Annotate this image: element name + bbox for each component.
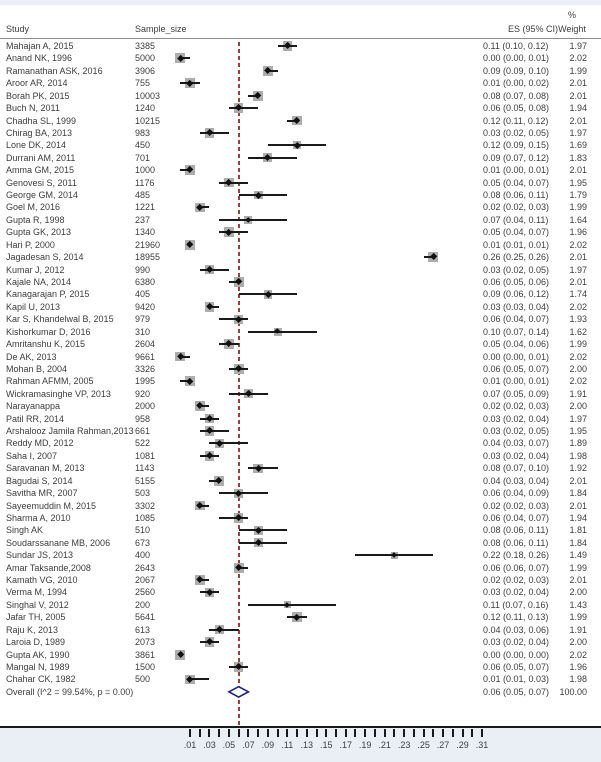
x-axis-tick xyxy=(316,729,318,737)
x-axis-tick xyxy=(189,729,191,737)
weight-value: 2.01 xyxy=(569,276,587,287)
x-axis-tick xyxy=(286,729,288,737)
sample-size-value: 503 xyxy=(135,488,151,499)
weight-value: 1.74 xyxy=(569,289,587,300)
sample-size-value: 5641 xyxy=(135,612,156,623)
x-axis-tick xyxy=(364,729,366,737)
study-name: Chadha SL, 1999 xyxy=(6,115,77,126)
x-axis-tick xyxy=(277,729,279,737)
weight-value: 1.81 xyxy=(569,525,587,536)
study-name: Savitha MR, 2007 xyxy=(6,488,78,499)
confidence-interval-line xyxy=(219,219,287,221)
study-name: Hari P, 2000 xyxy=(6,239,55,250)
sample-size-value: 1143 xyxy=(135,463,155,474)
study-name: Jagadesan S, 2014 xyxy=(6,252,84,263)
es-ci-value: 0.00 (0.00, 0.00) xyxy=(483,649,550,660)
study-name: Amma GM, 2015 xyxy=(6,165,75,176)
sample-size-value: 1000 xyxy=(135,165,156,176)
weight-value: 2.01 xyxy=(569,165,587,176)
es-ci-value: 0.04 (0.03, 0.04) xyxy=(483,475,550,486)
confidence-interval-line xyxy=(248,604,336,606)
es-ci-value: 0.09 (0.07, 0.12) xyxy=(483,152,550,163)
x-axis-tick xyxy=(208,729,210,737)
es-ci-value: 0.12 (0.11, 0.13) xyxy=(483,612,549,623)
x-axis-tick xyxy=(452,729,454,737)
column-header-weight: Weight xyxy=(558,24,586,34)
x-axis-tick xyxy=(462,729,464,737)
confidence-interval-line xyxy=(239,529,288,531)
es-ci-value: 0.04 (0.03, 0.07) xyxy=(483,438,550,449)
es-ci-value: 0.11 (0.07, 0.16) xyxy=(483,599,549,610)
es-ci-value: 0.03 (0.02, 0.04) xyxy=(483,637,550,648)
sample-size-value: 3302 xyxy=(135,500,156,511)
sample-size-value: 200 xyxy=(135,599,151,610)
study-name: Gupta AK, 1990 xyxy=(6,649,70,660)
weight-value: 1.95 xyxy=(569,426,587,437)
es-ci-value: 0.07 (0.04, 0.11) xyxy=(483,214,549,225)
weight-value: 1.94 xyxy=(569,512,587,523)
x-axis-tick xyxy=(267,729,269,737)
weight-value: 1.94 xyxy=(569,103,587,114)
study-name: Wickramasinghe VP, 2013 xyxy=(6,388,111,399)
study-name: Kamath VG, 2010 xyxy=(6,575,78,586)
sample-size-value: 450 xyxy=(135,140,151,151)
study-name: Kapil U, 2013 xyxy=(6,301,61,312)
es-ci-value: 0.03 (0.02, 0.04) xyxy=(483,450,550,461)
es-ci-value: 0.02 (0.02, 0.03) xyxy=(483,401,550,412)
weight-value: 2.01 xyxy=(569,575,587,586)
sample-size-value: 10003 xyxy=(135,90,161,101)
x-axis-tick-label: .23 xyxy=(397,740,411,750)
x-axis-tick-label: .09 xyxy=(261,740,275,750)
study-name: Verma M, 1994 xyxy=(6,587,68,598)
sample-size-value: 1240 xyxy=(135,103,156,114)
es-ci-value: 0.06 (0.04, 0.09) xyxy=(483,488,550,499)
es-ci-value: 0.08 (0.07, 0.08) xyxy=(483,90,550,101)
sample-size-value: 310 xyxy=(135,326,151,337)
x-axis-tick-label: .07 xyxy=(242,740,255,750)
x-axis-tick xyxy=(354,729,356,737)
study-name: Gupta GK, 2013 xyxy=(6,227,72,238)
weight-value: 1.97 xyxy=(569,127,587,138)
weight-value: 1.89 xyxy=(569,438,587,449)
weight-value: 1.84 xyxy=(569,488,587,499)
es-ci-value: 0.04 (0.03, 0.06) xyxy=(483,624,550,635)
sample-size-value: 9661 xyxy=(135,351,156,362)
confidence-interval-line xyxy=(229,107,258,109)
sample-size-value: 485 xyxy=(135,190,151,201)
x-axis-tick xyxy=(296,729,298,737)
sample-size-value: 2604 xyxy=(135,339,156,350)
study-name: Mohan B, 2004 xyxy=(6,363,68,374)
sample-size-value: 1340 xyxy=(135,227,156,238)
sample-size-value: 3385 xyxy=(135,41,156,51)
es-ci-value: 0.06 (0.05, 0.07) xyxy=(483,363,550,374)
x-axis-tick xyxy=(238,729,240,737)
study-name: Arshalooz Jamila Rahman,2013 xyxy=(6,426,134,437)
es-ci-value: 0.03 (0.02, 0.05) xyxy=(483,264,550,275)
sample-size-value: 990 xyxy=(135,264,151,275)
es-ci-value: 0.06 (0.06, 0.07) xyxy=(483,562,550,573)
es-ci-value: 0.02 (0.02, 0.03) xyxy=(483,500,550,511)
study-name: Ramanathan ASK, 2016 xyxy=(6,65,103,76)
weight-value: 1.98 xyxy=(569,450,587,461)
sample-size-value: 2067 xyxy=(135,575,156,586)
weight-value: 2.00 xyxy=(569,401,587,412)
x-axis-tick-label: .19 xyxy=(358,740,372,750)
es-ci-value: 0.00 (0.00, 0.01) xyxy=(483,351,550,362)
study-name: De AK, 2013 xyxy=(6,351,57,362)
weight-value: 1.43 xyxy=(569,599,587,610)
study-name: Chahar CK, 1982 xyxy=(6,674,76,685)
x-axis-tick xyxy=(257,729,259,737)
sample-size-value: 400 xyxy=(135,550,151,561)
study-name: Sayeemuddin M, 2015 xyxy=(6,500,97,511)
sample-size-value: 673 xyxy=(135,537,151,548)
es-ci-value: 0.05 (0.04, 0.07) xyxy=(483,177,550,188)
weight-value: 2.01 xyxy=(569,115,587,126)
confidence-interval-line xyxy=(248,331,316,333)
es-ci-value: 0.08 (0.07, 0.10) xyxy=(483,463,550,474)
es-ci-value: 0.22 (0.18, 0.26) xyxy=(483,550,550,561)
overall-label: Overall (I^2 = 99.54%, p = 0.00) xyxy=(6,686,134,697)
sample-size-value: 405 xyxy=(135,289,151,300)
weight-value: 1.99 xyxy=(569,202,587,213)
study-name: Saravanan M, 2013 xyxy=(6,463,85,474)
weight-value: 2.01 xyxy=(569,90,587,101)
sample-size-value: 5000 xyxy=(135,53,156,64)
study-name: Kajale NA, 2014 xyxy=(6,276,72,287)
confidence-interval-line xyxy=(248,157,297,159)
weight-value: 2.02 xyxy=(569,376,587,387)
study-name: Sharma A, 2010 xyxy=(6,512,71,523)
sample-size-value: 920 xyxy=(135,388,151,399)
sample-size-value: 522 xyxy=(135,438,151,449)
x-axis-tick-label: .13 xyxy=(300,740,314,750)
x-axis-tick xyxy=(199,729,201,737)
weight-value: 1.69 xyxy=(569,140,587,151)
study-name: Aroor AR, 2014 xyxy=(6,78,68,89)
weight-value: 1.91 xyxy=(569,388,587,399)
study-name: Chirag BA, 2013 xyxy=(6,127,73,138)
es-ci-value: 0.06 (0.04, 0.07) xyxy=(483,512,550,523)
confidence-interval-line xyxy=(239,194,288,196)
study-name: Saha I, 2007 xyxy=(6,450,58,461)
x-axis-tick xyxy=(481,729,483,737)
overall-estimate-reference-line xyxy=(238,42,240,725)
weight-value: 2.02 xyxy=(569,301,587,312)
weight-value: 2.01 xyxy=(569,252,587,263)
es-ci-value: 0.08 (0.06, 0.11) xyxy=(483,537,549,548)
sample-size-value: 613 xyxy=(135,624,151,635)
es-ci-value: 0.12 (0.09, 0.15) xyxy=(483,140,550,151)
sample-size-value: 1085 xyxy=(135,512,156,523)
x-axis-tick xyxy=(345,729,347,737)
header-divider-line xyxy=(0,38,601,39)
confidence-interval-line xyxy=(209,629,238,631)
es-ci-value: 0.01 (0.01, 0.03) xyxy=(483,674,550,685)
es-ci-value: 0.00 (0.00, 0.01) xyxy=(483,53,550,64)
sample-size-value: 2073 xyxy=(135,637,156,648)
x-axis-tick xyxy=(442,729,444,737)
study-name: Borah PK, 2015 xyxy=(6,90,70,101)
x-axis-tick-label: .21 xyxy=(378,740,391,750)
weight-value: 1.97 xyxy=(569,264,587,275)
sample-size-value: 979 xyxy=(135,314,151,325)
study-name: Mangal N, 1989 xyxy=(6,662,70,672)
sample-size-value: 5155 xyxy=(135,475,156,486)
study-name: Laroia D, 1989 xyxy=(6,637,66,648)
es-ci-value: 0.01 (0.00, 0.01) xyxy=(483,165,550,176)
sample-size-value: 6380 xyxy=(135,276,156,287)
column-header-sample-size: Sample_size xyxy=(135,24,187,34)
es-ci-value: 0.05 (0.04, 0.07) xyxy=(483,227,550,238)
sample-size-value: 1500 xyxy=(135,662,156,672)
sample-size-value: 983 xyxy=(135,127,151,138)
column-header-percent: % xyxy=(567,10,576,20)
sample-size-value: 1221 xyxy=(135,202,156,213)
x-axis-line xyxy=(0,726,601,728)
weight-value: 2.02 xyxy=(569,239,587,250)
x-axis-tick-label: .29 xyxy=(456,740,469,750)
es-ci-value: 0.03 (0.02, 0.05) xyxy=(483,127,550,138)
weight-value: 1.83 xyxy=(569,152,587,163)
sample-size-value: 701 xyxy=(135,152,151,163)
weight-value: 1.97 xyxy=(569,413,587,424)
confidence-interval-line xyxy=(200,269,229,271)
study-name: Reddy MD, 2012 xyxy=(6,438,74,449)
x-axis-tick-label: .03 xyxy=(203,740,216,750)
weight-value: 2.01 xyxy=(569,475,587,486)
study-name: Kanagarajan P, 2015 xyxy=(6,289,90,300)
study-name: Buch N, 2011 xyxy=(6,103,60,114)
sample-size-value: 1995 xyxy=(135,376,156,387)
weight-value: 1.97 xyxy=(569,41,587,51)
x-axis-tick-label: .01 xyxy=(183,740,197,750)
overall-es-ci-value: 0.06 (0.05, 0.07) xyxy=(483,686,550,697)
weight-value: 2.01 xyxy=(569,78,587,89)
study-name: Mahajan A, 2015 xyxy=(6,41,74,51)
sample-size-value: 2560 xyxy=(135,587,156,598)
es-ci-value: 0.08 (0.06, 0.11) xyxy=(483,525,549,536)
confidence-interval-line xyxy=(239,542,288,544)
study-name: Narayanappa xyxy=(6,401,61,412)
x-axis-tick xyxy=(432,729,434,737)
es-ci-value: 0.01 (0.00, 0.01) xyxy=(483,376,550,387)
es-ci-value: 0.03 (0.02, 0.05) xyxy=(483,426,550,437)
sample-size-value: 3906 xyxy=(135,65,156,76)
es-ci-value: 0.11 (0.10, 0.12) xyxy=(483,41,549,51)
weight-value: 2.00 xyxy=(569,637,587,648)
es-ci-value: 0.12 (0.11, 0.12) xyxy=(483,115,549,126)
weight-value: 2.02 xyxy=(569,53,587,64)
x-axis-tick xyxy=(228,729,230,737)
study-name: Bagudai S, 2014 xyxy=(6,475,73,486)
x-axis-tick xyxy=(384,729,386,737)
weight-value: 1.96 xyxy=(569,227,587,238)
es-ci-value: 0.01 (0.00, 0.02) xyxy=(483,78,550,89)
weight-value: 1.93 xyxy=(569,314,587,325)
weight-value: 1.62 xyxy=(569,326,587,337)
study-name: Singhal V, 2012 xyxy=(6,599,69,610)
overall-weight-value: 100.00 xyxy=(559,686,587,697)
sample-size-value: 3326 xyxy=(135,363,156,374)
study-name: Kishorkumar D, 2016 xyxy=(6,326,91,337)
sample-size-value: 1081 xyxy=(135,450,156,461)
weight-value: 1.95 xyxy=(569,177,587,188)
weight-value: 1.84 xyxy=(569,537,587,548)
sample-size-value: 237 xyxy=(135,214,151,225)
es-ci-value: 0.06 (0.05, 0.07) xyxy=(483,662,550,672)
weight-value: 2.02 xyxy=(569,649,587,660)
study-name: Gupta R, 1998 xyxy=(6,214,65,225)
weight-value: 1.99 xyxy=(569,339,587,350)
sample-size-value: 10215 xyxy=(135,115,161,126)
x-axis-tick xyxy=(413,729,415,737)
x-axis-tick-label: .31 xyxy=(475,740,489,750)
es-ci-value: 0.03 (0.02, 0.04) xyxy=(483,587,550,598)
es-ci-value: 0.09 (0.06, 0.12) xyxy=(483,289,550,300)
weight-value: 1.96 xyxy=(569,662,587,672)
x-axis-tick-label: .25 xyxy=(417,740,430,750)
study-name: Goel M, 2016 xyxy=(6,202,61,213)
study-name: Jafar TH, 2005 xyxy=(6,612,66,623)
x-axis-tick xyxy=(218,729,220,737)
study-name: Genovesi S, 2011 xyxy=(6,177,77,188)
weight-value: 2.00 xyxy=(569,363,587,374)
sample-size-value: 18955 xyxy=(135,252,161,263)
weight-value: 1.91 xyxy=(569,624,587,635)
column-header-es-ci: ES (95% CI) xyxy=(507,24,558,34)
weight-value: 1.49 xyxy=(569,550,587,561)
confidence-interval-line xyxy=(219,182,248,184)
x-axis-tick xyxy=(374,729,376,737)
x-axis-tick xyxy=(423,729,425,737)
sample-size-value: 500 xyxy=(135,674,151,685)
study-name: Singh AK xyxy=(6,525,44,536)
es-ci-value: 0.02 (0.02, 0.03) xyxy=(483,575,550,586)
sample-size-value: 661 xyxy=(135,426,151,437)
study-name: Lone DK, 2014 xyxy=(6,140,67,151)
es-ci-value: 0.02 (0.02, 0.03) xyxy=(483,202,550,213)
sample-size-value: 510 xyxy=(135,525,151,536)
x-axis-tick-label: .11 xyxy=(281,740,294,750)
x-axis-tick xyxy=(306,729,308,737)
x-axis-tick xyxy=(325,729,327,737)
es-ci-value: 0.06 (0.04, 0.07) xyxy=(483,314,550,325)
study-name: Amar Taksande,2008 xyxy=(6,562,91,573)
sample-size-value: 958 xyxy=(135,413,151,424)
confidence-interval-line xyxy=(200,132,229,134)
weight-value: 1.99 xyxy=(569,562,587,573)
es-ci-value: 0.01 (0.01, 0.01) xyxy=(483,239,550,250)
x-axis-tick xyxy=(471,729,473,737)
x-axis-tick-label: .15 xyxy=(319,740,333,750)
study-name: Kumar J, 2012 xyxy=(6,264,65,275)
x-axis-tick-label: .17 xyxy=(339,740,352,750)
es-ci-value: 0.06 (0.05, 0.08) xyxy=(483,103,550,114)
column-header-study: Study xyxy=(6,24,30,34)
confidence-interval-line xyxy=(200,430,229,432)
es-ci-value: 0.03 (0.03, 0.04) xyxy=(483,301,550,312)
weight-value: 1.98 xyxy=(569,674,587,685)
weight-value: 1.99 xyxy=(569,612,587,623)
es-ci-value: 0.06 (0.05, 0.06) xyxy=(483,276,550,287)
es-ci-value: 0.10 (0.07, 0.14) xyxy=(483,326,550,337)
sample-size-value: 9420 xyxy=(135,301,156,312)
study-name: Patil RR, 2014 xyxy=(6,413,65,424)
es-ci-value: 0.07 (0.05, 0.09) xyxy=(483,388,550,399)
study-name: Durrani AM, 2011 xyxy=(6,152,76,163)
sample-size-value: 755 xyxy=(135,78,151,89)
weight-value: 2.02 xyxy=(569,351,587,362)
sample-size-value: 21960 xyxy=(135,239,161,250)
sample-size-value: 1176 xyxy=(135,177,155,188)
study-name: Rahman AFMM, 2005 xyxy=(6,376,94,387)
sample-size-value: 2643 xyxy=(135,562,156,573)
confidence-interval-line xyxy=(248,467,277,469)
study-name: Amritanshu K, 2015 xyxy=(6,339,86,350)
sample-size-value: 3861 xyxy=(135,649,156,660)
x-axis-tick-label: .27 xyxy=(436,740,450,750)
es-ci-value: 0.09 (0.09, 0.10) xyxy=(483,65,550,76)
study-name: Kar S, Khandelwal B, 2015 xyxy=(6,314,114,325)
es-ci-value: 0.26 (0.25, 0.26) xyxy=(483,252,550,263)
x-axis-tick xyxy=(403,729,405,737)
weight-value: 1.79 xyxy=(569,190,587,201)
study-name: Sundar JS, 2013 xyxy=(6,550,74,561)
x-axis-tick xyxy=(393,729,395,737)
study-name: Soudarssanane MB, 2006 xyxy=(6,537,111,548)
study-name: Raju K, 2013 xyxy=(6,624,59,635)
study-name: George GM, 2014 xyxy=(6,190,79,201)
es-ci-value: 0.08 (0.06, 0.11) xyxy=(483,190,549,201)
x-axis-tick-label: .05 xyxy=(222,740,236,750)
es-ci-value: 0.03 (0.02, 0.04) xyxy=(483,413,550,424)
weight-value: 2.00 xyxy=(569,587,587,598)
weight-value: 2.01 xyxy=(569,500,587,511)
confidence-interval-line xyxy=(219,492,268,494)
es-ci-value: 0.05 (0.04, 0.06) xyxy=(483,339,550,350)
x-axis-tick xyxy=(247,729,249,737)
weight-value: 1.64 xyxy=(569,214,587,225)
x-axis-tick xyxy=(335,729,337,737)
study-name: Anand NK, 1996 xyxy=(6,53,73,64)
weight-value: 1.92 xyxy=(569,463,587,474)
weight-value: 1.99 xyxy=(569,65,587,76)
sample-size-value: 2000 xyxy=(135,401,156,412)
